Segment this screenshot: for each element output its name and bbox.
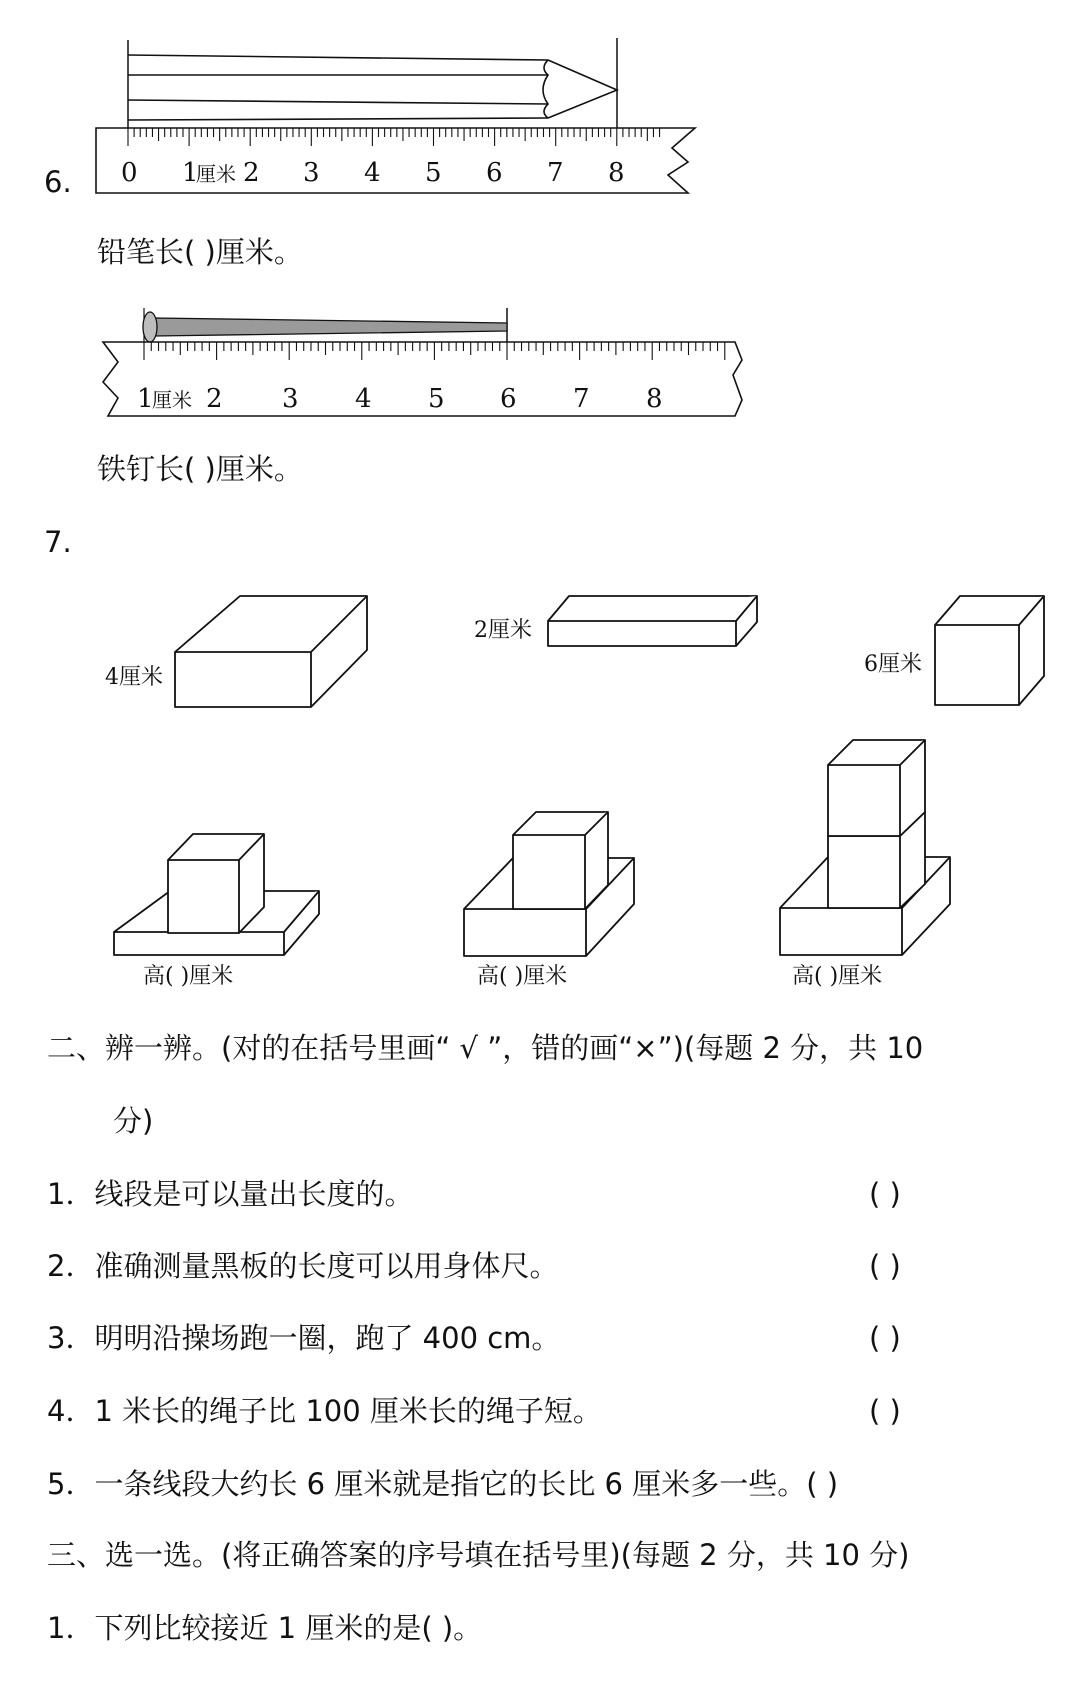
nail-ruler-tick-2: 2 (206, 384, 223, 414)
block-6cm-icon (935, 596, 1044, 705)
block-label-4cm: 4厘米 (105, 665, 163, 690)
section-2-item-3-blank[interactable]: ( ) (869, 1321, 901, 1355)
question-6-number: 6. (44, 165, 72, 199)
block-label-6cm: 6厘米 (864, 652, 922, 677)
pencil-ruler-tick-4: 4 (364, 158, 381, 188)
stack-2-icon (464, 812, 634, 956)
pencil-ruler-tick-3: 3 (303, 158, 320, 188)
section-2-item-3: 3．明明沿操场跑一圈，跑了 400 cm。 (47, 1321, 561, 1355)
section-2-item-5: 5．一条线段大约长 6 厘米就是指它的长比 6 厘米多一些。( ) (47, 1467, 839, 1501)
section-2-item-1: 1．线段是可以量出长度的。 (47, 1177, 414, 1211)
nail-ruler-tick-6: 6 (500, 384, 517, 414)
section-2-item-1-blank[interactable]: ( ) (869, 1177, 901, 1211)
section-2-item-2: 2．准确测量黑板的长度可以用身体尺。 (47, 1249, 559, 1283)
nail-ruler-unit: 厘米 (152, 388, 192, 412)
nail-ruler-tick-3: 3 (282, 384, 299, 414)
section-2-item-4: 4．1 米长的绳子比 100 厘米长的绳子短。 (47, 1394, 602, 1428)
pencil-ruler-tick-1: 1 (182, 158, 199, 188)
section-2-title: 二、辨一辨。(对的在括号里画“ √ ”，错的画“×”)(每题 2 分，共 10 (47, 1031, 924, 1065)
nail-ruler-tick-1: 1 (137, 384, 154, 414)
block-label-2cm: 2厘米 (474, 618, 532, 643)
section-3-title: 三、选一选。(将正确答案的序号填在括号里)(每题 2 分，共 10 分) (47, 1538, 910, 1572)
stack-1-height-answer: 高( )厘米 (143, 964, 234, 989)
pencil-ruler-tick-7: 7 (547, 158, 564, 188)
section-3-item-1: 1．下列比较接近 1 厘米的是( )。 (47, 1611, 483, 1645)
nail-question: 铁钉长( )厘米。 (97, 452, 303, 486)
pencil-ruler-tick-2: 2 (243, 158, 260, 188)
nail-ruler-tick-8: 8 (646, 384, 663, 414)
pencil-ruler-tick-5: 5 (425, 158, 442, 188)
pencil-question: 铅笔长( )厘米。 (97, 235, 303, 269)
pencil-ruler-tick-8: 8 (608, 158, 625, 188)
question-7-number: 7. (44, 525, 72, 559)
pencil-ruler-tick-6: 6 (486, 158, 503, 188)
section-2-item-2-blank[interactable]: ( ) (869, 1249, 901, 1283)
nail-ruler-tick-5: 5 (428, 384, 445, 414)
stack-1-icon (114, 834, 319, 955)
block-4cm-icon (175, 596, 367, 707)
block-2cm-icon (548, 596, 757, 646)
pencil-ruler-unit: 厘米 (196, 162, 236, 186)
stack-2-height-answer: 高( )厘米 (477, 964, 568, 989)
section-2-item-4-blank[interactable]: ( ) (869, 1394, 901, 1428)
stack-3-height-answer: 高( )厘米 (792, 964, 883, 989)
stack-3-icon (780, 740, 950, 955)
section-2-title-cont: 分) (113, 1104, 154, 1138)
nail-ruler-tick-4: 4 (355, 384, 372, 414)
nail-ruler-tick-7: 7 (573, 384, 590, 414)
pencil-ruler-tick-0: 0 (121, 158, 138, 188)
